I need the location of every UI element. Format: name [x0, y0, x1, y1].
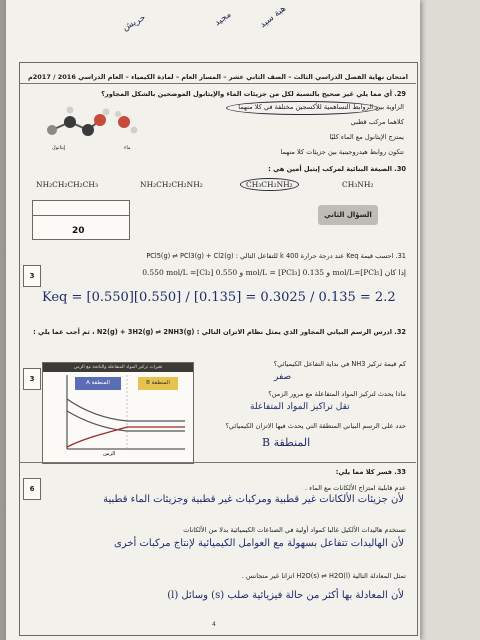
q33-divider	[20, 462, 416, 463]
q31-marks-box: 3	[23, 265, 41, 287]
q31-concentrations: 0.550 mol/L =[Cl₂] و 0.550 mol/L = [PCl₃] و 0.135 mol/L=[PCl₅] إذا كان	[142, 268, 406, 277]
q29-option-a-marked-oval	[226, 101, 378, 115]
q33-marks-box: 6	[23, 478, 41, 500]
ethanol-label: إيثانول	[52, 145, 66, 151]
q33-answer-1: لأن جزيئات الألكانات غير قطبية ومركبات غير قطبية وجزيئات الماء قطبية	[103, 494, 404, 505]
q29-option-d: تتكون روابط هيدروجينية بين جزيئات كلا منهما	[280, 148, 404, 156]
q32-answer-2: تقل تراكيز المواد المتفاعلة	[250, 402, 350, 412]
equilibrium-graph	[42, 362, 194, 464]
graph-title: تغيرات تركيز المواد المتفاعلة والناتجة مع الزمن	[43, 363, 193, 372]
graph-curves	[43, 363, 193, 463]
top-scribble-1: حريش	[121, 12, 148, 34]
q31-text: 31. احسب قيمة Keq عند درجة حرارة 400 k للتفاعل التالي : PCl5(g) ⇌ PCl3(g) + Cl2(g)	[146, 252, 406, 260]
q33-part-3: تمثل المعادلة التالية H2O(s) ⇌ H2O(l) اتزانا غير متجانس .	[241, 572, 406, 580]
q32-answer-1: صفر	[274, 372, 292, 382]
q30-option-4: CH₃NH₂	[342, 180, 374, 189]
q33-part-1: عدم قابلية امتزاج الألكانات مع الماء .	[304, 484, 406, 492]
q31-handwritten-answer: Keq = [0.550][0.550] / [0.135] = 0.3025 / 0.135 = 2.2	[42, 290, 396, 305]
water-molecule-diagram	[114, 110, 144, 140]
q30-option-3-circled: CH₃CH₂NH₂	[240, 178, 299, 191]
q29-option-b: كلاهما مركب قطبي	[350, 118, 404, 126]
q33-answer-2: لأن الهاليدات تتفاعل بسهولة مع العوامل الكيميائية لإنتاج مركبات أخرى	[114, 538, 404, 549]
q30-option-2: NH₂CH₂CH₂NH₂	[140, 180, 203, 189]
q32-answer-3: B المنطقة	[262, 436, 311, 449]
q33-text: 33. فسر كلا مما يلي:	[335, 468, 406, 476]
adjacent-page	[418, 0, 480, 640]
section-2-tab: السؤال الثاني	[318, 205, 378, 225]
q32-part-1: كم قيمة تركيز NH3 في بداية التفاعل الكيميائي؟	[273, 360, 406, 368]
q33-answer-3: لأن المعادلة بها أكثر من حالة فيزيائية صلب (s) وسائل (l)	[167, 590, 404, 601]
top-scribble-3: هبة سيد	[258, 3, 289, 31]
exam-header: امتحان نهاية الفصل الدراسي الثالث – الصف الثاني عشر – المسار العام – لمادة الكيمياء – العام الدراسي 2016 / 2017م	[28, 73, 408, 81]
exam-page	[6, 0, 420, 640]
q32-part-2: ماذا يحدث لتركيز المواد المتفاعلة مع مرور الزمن؟	[268, 390, 406, 398]
graph-region-a: A المنطقة	[75, 377, 121, 390]
q30-option-1: NH₂CH₂CH₂CH₃	[36, 180, 98, 189]
ethanol-molecule-diagram	[40, 100, 120, 150]
top-scribble-2: مجيد	[212, 9, 234, 29]
q30-text: 30. الصيغة البنائية لمركب إيثيل أمين هي :	[268, 165, 406, 173]
header-divider	[20, 83, 416, 84]
q29-option-a: الزاوية بين الروابط التساهمية للأكسجين مختلفة في كلا منهما	[238, 103, 404, 111]
graph-x-label: الزمن	[103, 451, 116, 457]
q29-option-c: يمتزج الإيثانول مع الماء كليًا	[329, 133, 404, 141]
graph-region-b: B المنطقة	[138, 377, 178, 390]
q29-text: 29. أي مما يلي غير صحيح بالنسبة لكل من جزيئات الماء والإيثانول الموضحين بالشكل المجاور؟	[101, 90, 406, 98]
q32-text: 32. ادرس الرسم البياني المجاور الذي يمثل نظام الاتزان التالي : N2(g) + 3H2(g) ⇌ 2NH3(g) ، ثم أجب عما يلي :	[33, 328, 406, 336]
water-label: ماء	[124, 145, 131, 151]
q32-part-3: حدد على الرسم البياني المنطقة التي يحدث فيها الاتزان الكيميائي؟	[225, 422, 406, 430]
q33-part-2: تستخدم هاليدات الألكيل غالبا كمواد أولية في الصناعات الكيميائية بدلا من الألكانات	[183, 526, 406, 534]
page-number: 4	[212, 621, 216, 628]
score-total: 20	[72, 226, 85, 236]
q32-marks-box: 3	[23, 368, 41, 390]
